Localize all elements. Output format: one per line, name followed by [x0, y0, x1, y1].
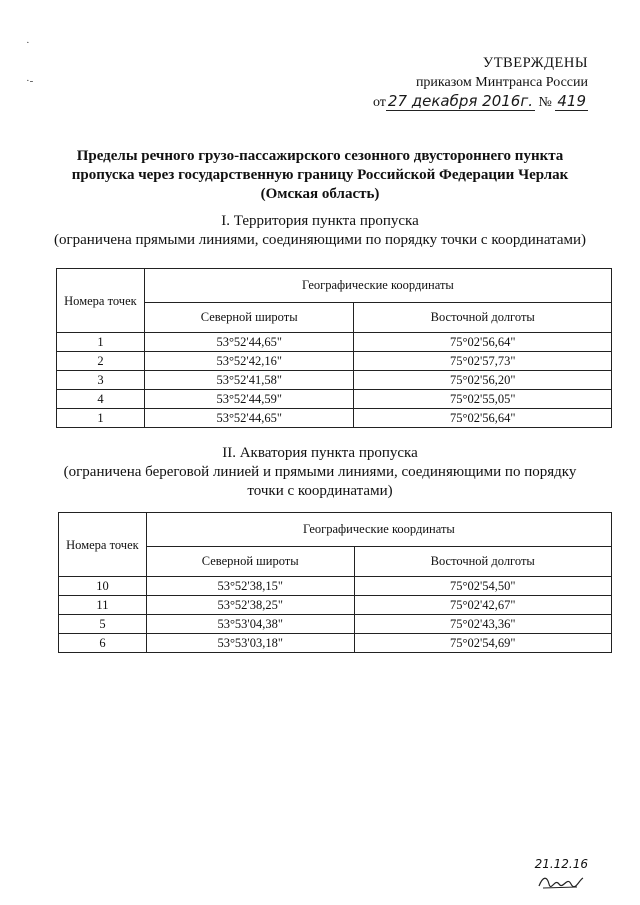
longitude-value: 75°02'55,05": [354, 390, 612, 409]
latitude-value: 53°52'38,25": [146, 596, 354, 615]
table-row: [59, 634, 612, 653]
section2-subheading-line: точки с координатами): [247, 483, 393, 499]
table-row: [57, 409, 612, 428]
longitude-value: 75°02'42,67": [354, 596, 612, 615]
point-number: 5: [59, 615, 147, 634]
longitude-value: 75°02'43,36": [354, 615, 612, 634]
signature-block: [535, 856, 588, 894]
latitude-value: 53°52'41,58": [144, 371, 354, 390]
section2-header: [30, 444, 610, 501]
table-row: [57, 333, 612, 352]
document-title: [40, 147, 600, 204]
col-points-header: Номера точек: [57, 269, 145, 333]
signature-date: 21.12.16: [534, 857, 588, 871]
point-number: 2: [57, 352, 145, 371]
section1-heading: I. Территория пункта пропуска: [221, 213, 419, 229]
col-points-header: Номера точек: [59, 513, 147, 577]
section1-table: [56, 268, 612, 428]
point-number: 10: [59, 577, 147, 596]
latitude-value: 53°52'44,65": [144, 409, 354, 428]
scan-marks: · ·-: [26, 37, 34, 87]
table-row: [59, 615, 612, 634]
latitude-value: 53°52'44,59": [144, 390, 354, 409]
signature-scribble-icon: [537, 872, 585, 890]
latitude-value: 53°52'42,16": [144, 352, 354, 371]
point-number: 1: [57, 333, 145, 352]
approval-block: [373, 54, 588, 112]
latitude-value: 53°52'44,65": [144, 333, 354, 352]
longitude-value: 75°02'54,69": [354, 634, 612, 653]
col-lat-header: Северной широты: [146, 547, 354, 577]
col-coords-header: Географические координаты: [146, 513, 611, 547]
table-row: [59, 577, 612, 596]
section1-header: [30, 212, 610, 250]
document-title-line: Пределы речного грузо-пассажирского сезонного двустороннего пункта: [76, 148, 564, 164]
latitude-value: 53°53'03,18": [146, 634, 354, 653]
col-lon-header: Восточной долготы: [354, 547, 612, 577]
point-number: 11: [59, 596, 147, 615]
approval-title: УТВЕРЖДЕНЫ: [482, 55, 588, 71]
longitude-value: 75°02'54,50": [354, 577, 612, 596]
document-title-line: (Омская область): [260, 186, 380, 202]
approval-number-handwritten: 419: [557, 92, 586, 110]
section2-subheading-line: (ограничена береговой линией и прямыми линиями, соединяющими по порядку: [63, 464, 577, 480]
approval-order-line: приказом Минтранса России: [415, 75, 588, 90]
point-number: 6: [59, 634, 147, 653]
point-number: 3: [57, 371, 145, 390]
approval-date-line: [373, 92, 588, 112]
section1-subheading: (ограничена прямыми линиями, соединяющими по порядку точки с координатами): [53, 232, 587, 248]
point-number: 1: [57, 409, 145, 428]
longitude-value: 75°02'56,64": [354, 333, 612, 352]
approval-date-handwritten: 27 декабря 2016г.: [387, 92, 533, 110]
longitude-value: 75°02'56,20": [354, 371, 612, 390]
col-lat-header: Северной широты: [144, 303, 354, 333]
latitude-value: 53°52'38,15": [146, 577, 354, 596]
section2-table: [58, 512, 612, 653]
table-row: [57, 352, 612, 371]
latitude-value: 53°53'04,38": [146, 615, 354, 634]
table-row: [57, 390, 612, 409]
approval-date-prefix: от: [372, 95, 386, 110]
point-number: 4: [57, 390, 145, 409]
document-title-line: пропуска через государственную границу Российской Федерации Черлак: [71, 167, 569, 183]
col-coords-header: Географические координаты: [144, 269, 611, 303]
section2-heading: II. Акватория пункта пропуска: [222, 445, 418, 461]
approval-number-label: №: [538, 95, 552, 110]
table-row: [57, 371, 612, 390]
col-lon-header: Восточной долготы: [354, 303, 612, 333]
table-row: [59, 596, 612, 615]
longitude-value: 75°02'57,73": [354, 352, 612, 371]
longitude-value: 75°02'56,64": [354, 409, 612, 428]
